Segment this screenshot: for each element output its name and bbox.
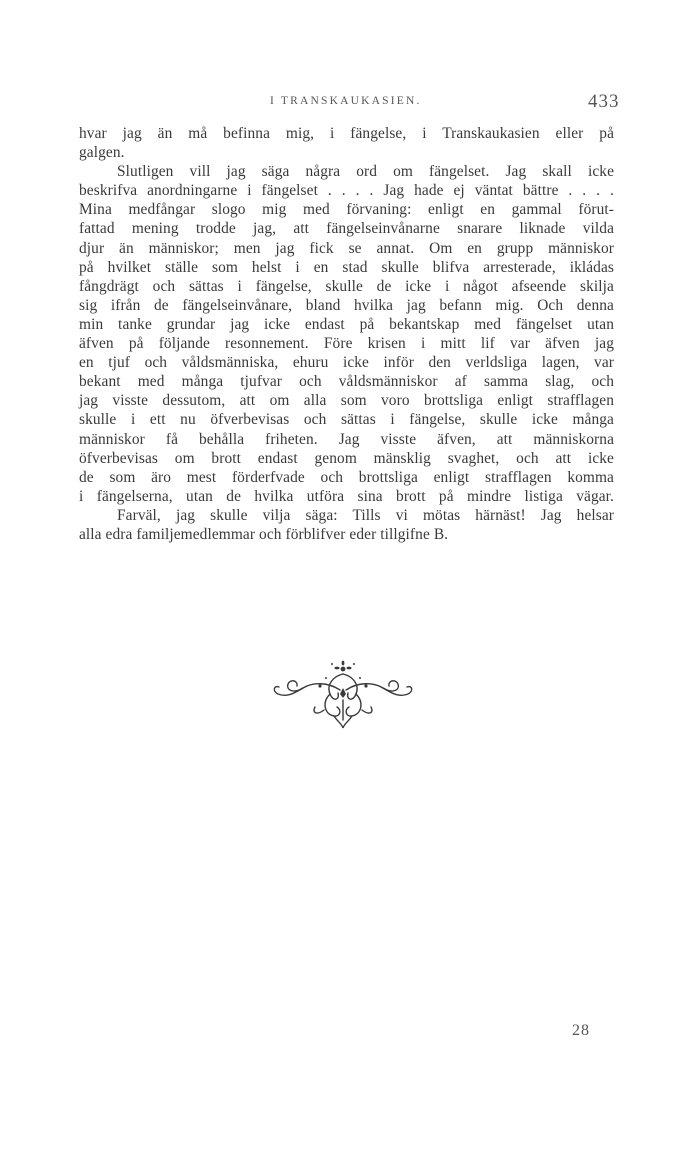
flourish-icon	[268, 660, 418, 730]
decorative-ornament	[268, 660, 418, 730]
text-line: bekant med många tjufvar och våldsmänniskor af samma slag, och	[79, 373, 614, 391]
text-line: de som äro mest förderfvade och brottsliga enligt strafflagen komma	[79, 468, 614, 486]
text-line: alla edra familjemedlemmar och förblifver eder tillgifne B.	[79, 525, 449, 543]
page-number: 433	[588, 91, 620, 112]
text-line: beskrifva anordningarne i fängelset . . . . Jag hade ej väntat bättre . . . .	[79, 182, 614, 200]
text-line: min tanke grundar jag icke endast på bekantskap med fängelset utan	[79, 315, 614, 333]
text-line: en tjuf och våldsmänniska, ehuru icke inför den verldsliga lagen, var	[79, 354, 614, 372]
text-line: Mina medfångar slogo mig med förvaning: enligt en gammal förut-	[79, 201, 614, 219]
text-line: skulle i ett nu öfverbevisas och sättas i fängelse, skulle icke många	[79, 411, 614, 429]
text-line: öfverbevisas om brott endast genom mänsklig svaghet, och att icke	[79, 449, 614, 467]
text-line: galgen.	[79, 144, 125, 162]
text-line: hvar jag än må befinna mig, i fängelse, i Transkaukasien eller på	[79, 125, 614, 142]
text-line: sig ifrån de fängelseinvånare, bland hvilka jag befann mig. Och denna	[79, 296, 614, 314]
text-line: människor få behålla friheten. Jag visste äfven, att människorna	[79, 430, 614, 448]
text-line: Farväl, jag skulle vilja säga: Tills vi mötas härnäst! Jag helsar	[117, 506, 614, 524]
text-line: i fängelserna, utan de hvilka utföra sina brott på mindre listiga vägar.	[79, 487, 614, 505]
running-head	[0, 91, 700, 115]
signature-mark: 28	[572, 1022, 590, 1039]
text-line: fattad mening trodde jag, att fängelseinvånarne snarare liknade vilda	[79, 220, 614, 238]
text-line: på hvilket ställe som helst i en stad skulle blifva arresterade, ikládas	[79, 258, 614, 276]
text-line: äfven på följande resonnement. Före krisen i mitt lif var äfven jag	[79, 335, 614, 353]
text-line: Slutligen vill jag säga några ord om fängelset. Jag skall icke	[117, 163, 614, 181]
text-line: fångdrägt och sättas i fängelse, skulle de icke i något afseende skilja	[79, 277, 614, 295]
body-text	[79, 124, 614, 544]
text-line: djur än människor; men jag fick se annat. Om en grupp människor	[79, 239, 614, 257]
running-title: I TRANSKAUKASIEN.	[270, 95, 422, 107]
text-line: jag visste dessutom, att om alla som voro brottsliga enligt strafflagen	[79, 392, 614, 410]
